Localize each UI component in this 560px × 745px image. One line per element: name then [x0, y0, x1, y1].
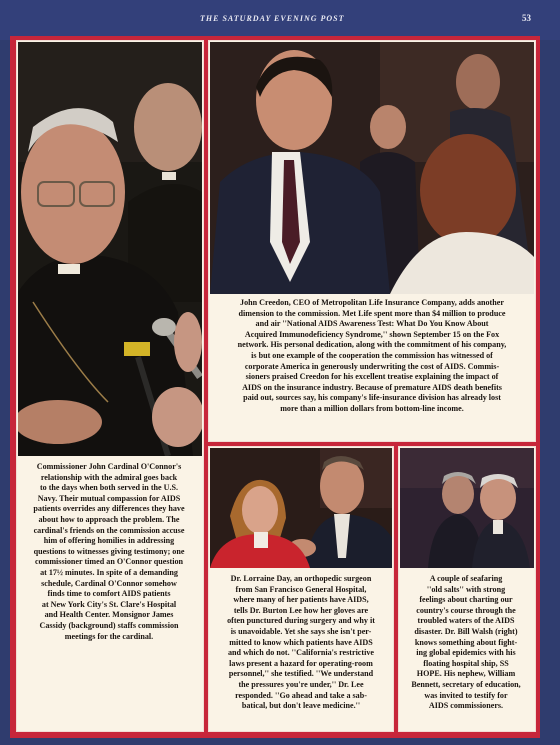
caption-line: where many of her patients have AIDS, — [233, 595, 369, 605]
caption-line: paid out, sources say, his company's life-insurance division has already lost — [243, 393, 501, 403]
walsh-photo — [400, 448, 534, 568]
caption-line: to the days when both served in the U.S. — [39, 483, 179, 493]
caption-line: from San Francisco General Hospital, — [235, 584, 367, 594]
caption-line: laws present a hazard for operating-room — [229, 658, 373, 668]
caption-line: is unavoidable. Yet she says she isn't per- — [230, 626, 372, 636]
caption-line: him of offering homilies in addressing — [43, 536, 175, 546]
caption-line: floating hospital ship, SS — [423, 658, 509, 668]
caption-line: disaster. Dr. Bill Walsh (right) — [414, 626, 518, 636]
caption-line: knows something about fight- — [414, 637, 518, 647]
caption-line: patients overrides any differences they have — [33, 504, 185, 514]
caption-line: questions to witnesses giving testimony; one — [33, 546, 185, 556]
day-lee-photo — [210, 448, 392, 568]
cardinal-photo — [18, 42, 202, 456]
cardinal-caption — [22, 462, 196, 642]
caption-line: was invited to testify for — [424, 690, 508, 700]
caption-line: John Creedon, CEO of Metropolitan Life Insurance Company, adds another — [240, 298, 504, 307]
caption-line: ''old salts'' with strong — [426, 584, 506, 594]
caption-line: AIDS on the insurance industry. Because of premature AIDS death benefits — [242, 382, 502, 392]
caption-line: feelings about charting our — [419, 595, 513, 605]
caption-line: commissioner timed an O'Connor question — [34, 557, 184, 567]
caption-line: batical, but don't leave medicine.'' — [241, 701, 361, 711]
caption-line: Navy. Their mutual compassion for AIDS — [37, 493, 181, 503]
caption-line: and which do not. ''California's restrictive — [228, 648, 374, 658]
caption-line: is but one example of the cooperation the commission has witnessed of — [251, 350, 493, 360]
page-number: 53 — [522, 13, 531, 23]
page-header — [0, 0, 560, 40]
caption-line: the pressures you're under,'' Dr. Lee — [238, 679, 364, 689]
caption-line: HOPE. His nephew, William — [416, 669, 516, 679]
caption-line: and Health Center. Monsignor James — [44, 610, 174, 620]
caption-line: troubled waters of the AIDS — [417, 616, 515, 626]
caption-line: relationship with the admiral goes back — [40, 472, 178, 482]
caption-line: about how to approach the problem. The — [38, 514, 180, 524]
caption-line: Dr. Lorraine Day, an orthopedic surgeon — [230, 574, 372, 583]
caption-line: Bennett, secretary of education, — [411, 679, 521, 689]
caption-line: at 17½ minutes. In spite of a demanding — [40, 567, 178, 577]
caption-line: dimension to the commission. Met Life spent more than $4 million to produce — [238, 308, 506, 318]
caption-line: Acquired Immunodeficiency Syndrome,'' shown September 15 on the Fox — [244, 329, 500, 339]
caption-line: country's course through the — [416, 605, 516, 615]
creedon-caption — [214, 298, 530, 415]
magazine-page — [10, 36, 540, 738]
caption-line: Cassidy (background) staffs commission — [39, 620, 179, 630]
caption-line: more than a million dollars from bottom-line income. — [280, 403, 464, 413]
caption-line: ing global epidemics with his — [416, 648, 516, 658]
caption-line: Commissioner John Cardinal O'Connor's — [36, 462, 182, 471]
caption-line: personnel,'' she testified. ''We understand — [228, 669, 374, 679]
caption-line: cardinal's friends on the commission accuse — [33, 525, 185, 535]
creedon-photo — [210, 42, 534, 294]
caption-line: and air ''National AIDS Awareness Test: What Do You Know About — [255, 319, 489, 329]
masthead: THE SATURDAY EVENING POST — [200, 14, 345, 23]
walsh-caption — [402, 574, 530, 712]
day-lee-caption — [214, 574, 388, 712]
caption-line: corporate America in generously underwriting the cost of AIDS. Commis- — [244, 361, 500, 371]
caption-line: finds time to comfort AIDS patients — [47, 589, 171, 599]
caption-line: tells Dr. Burton Lee how her gloves are — [233, 605, 369, 615]
caption-line: at New York City's St. Clare's Hospital — [41, 599, 177, 609]
caption-line: often punctured during surgery and why it — [227, 616, 375, 626]
caption-line: responded. ''Go ahead and take a sab- — [235, 690, 367, 700]
caption-line: sioners praised Creedon for his excellent treatise explaining the impact of — [245, 372, 499, 382]
caption-line: AIDS commissioners. — [428, 701, 504, 711]
caption-line: mitted to know which patients have AIDS — [229, 637, 373, 647]
caption-line: schedule, Cardinal O'Connor somehow — [41, 578, 177, 588]
caption-line: A couple of seafaring — [429, 574, 503, 583]
caption-line: meetings for the cardinal. — [64, 631, 154, 641]
caption-line: network. His personal dedication, along with the commitment of his company, — [237, 340, 507, 350]
